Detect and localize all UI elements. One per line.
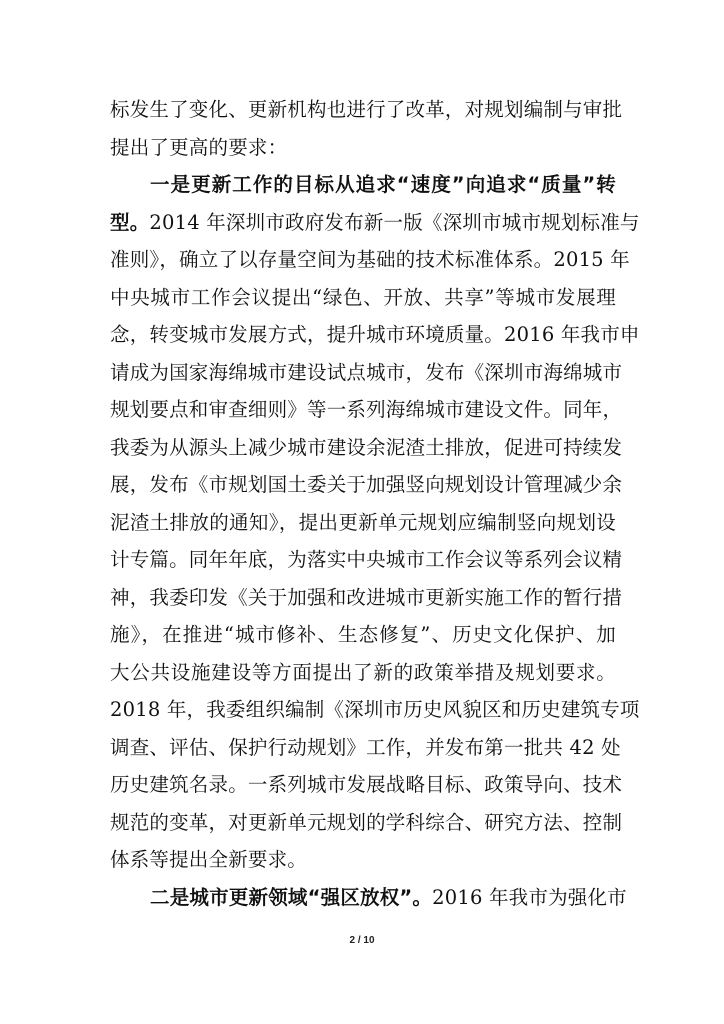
- text-line: 施》，在推进“城市修补、生态修复”、历史文化保护、加: [110, 623, 616, 646]
- text-line: 计专篇。同年年底，为落实中央城市工作会议等系列会议精: [110, 548, 623, 571]
- text-line: 泥渣土排放的通知》，提出更新单元规划应编制竖向规划设: [110, 510, 616, 534]
- text-line: 我委为从源头上减少城市建设余泥渣土排放，促进可持续发: [110, 435, 623, 459]
- paragraph-two-heading: 二是城市更新领域“强区放权”。: [150, 885, 433, 909]
- text-line: 请成为国家海绵城市建设试点城市，发布《深圳市海绵城市: [110, 360, 623, 384]
- text-segment: 2014 年深圳市政府发布新一版《深圳市城市规划标准与: [149, 210, 640, 234]
- page-number: 2 / 10: [349, 935, 375, 946]
- text-line: 展，发布《市规划国土委关于加强竖向规划设计管理减少余: [110, 473, 623, 496]
- text-line: 中央城市工作会议提出“绿色、开放、共享”等城市发展理: [110, 285, 616, 309]
- paragraph-one-heading: 一是更新工作的目标从追求“速度”向追求“质量”转: [150, 173, 616, 196]
- text-line: [110, 879, 627, 917]
- text-line: 大公共设施建设等方面提出了新的政策举措及规划要求。: [110, 660, 616, 684]
- text-line: 念，转变城市发展方式，提升城市环境质量。2016 年我市申: [110, 323, 640, 346]
- text-line: 规范的变革，对更新单元规划的学科综合、研究方法、控制: [110, 810, 623, 834]
- paragraph-one-heading-end: 型。: [110, 210, 150, 234]
- text-line: 提出了更高的要求：: [110, 135, 288, 159]
- text-line: 历史建筑名录。一系列城市发展战略目标、政策导向、技术: [110, 773, 623, 796]
- text-segment: 2016 年我市为强化市: [432, 885, 627, 909]
- text-line: [110, 204, 640, 242]
- text-line: 体系等提出全新要求。: [110, 848, 308, 871]
- body-text: [110, 91, 640, 916]
- text-line: 神，我委印发《关于加强和改进城市更新实施工作的暂行措: [110, 585, 623, 609]
- text-line: 规划要点和审查细则》等一系列海绵城市建设文件。同年，: [110, 398, 623, 421]
- text-line: 准则》，确立了以存量空间为基础的技术标准体系。2015 年: [110, 248, 630, 271]
- text-line: 标发生了变化、更新机构也进行了改革，对规划编制与审批: [110, 98, 623, 121]
- text-line: 2018 年，我委组织编制《深圳市历史风貌区和历史建筑专项: [110, 698, 640, 721]
- text-line: 调查、评估、保护行动规划》工作，并发布第一批共 42 处: [110, 735, 621, 759]
